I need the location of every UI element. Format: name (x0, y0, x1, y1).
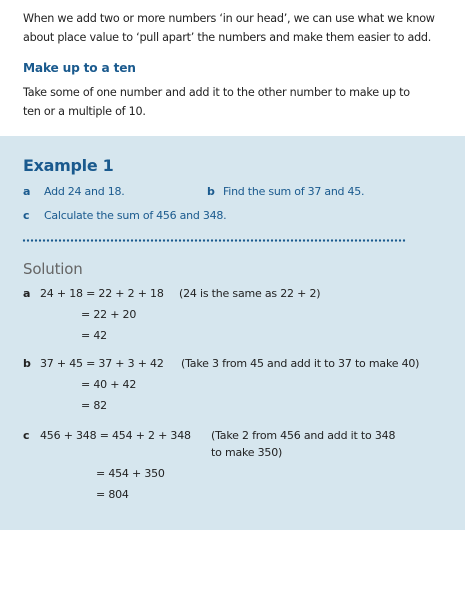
solution-c-line1: 456 + 348 = 454 + 2 + 348 (40, 429, 191, 442)
question-text: Add 24 and 18. (44, 185, 125, 198)
solution-b-line1: 37 + 45 = 37 + 3 + 42 (40, 357, 164, 370)
solution-b-letter: b (23, 357, 31, 370)
question-letter: a (23, 185, 31, 198)
question-b (207, 185, 364, 198)
question-c (23, 209, 226, 222)
solution-a-line1: 24 + 18 = 22 + 2 + 18 (40, 287, 164, 300)
question-a (23, 185, 124, 198)
solution-b-note: (Take 3 from 45 and add it to 37 to make 40) (181, 357, 420, 370)
intro-paragraph: When we add two or more numbers ‘in our head’, we can use what we know about place value to ‘pull apart’ the numbers and make them easier to add. (23, 12, 435, 44)
solution-c-note-line2: to make 350) (211, 446, 283, 459)
solution-a-note: (24 is the same as 22 + 2) (179, 287, 321, 300)
solution-c-line2: = 454 + 350 (96, 467, 165, 480)
solution-a-line2: = 22 + 20 (81, 308, 137, 321)
solution-title: Solution (23, 260, 83, 278)
make-up-text: Take some of one number and add it to the other number to make up to ten or a multiple of 10. (23, 86, 410, 118)
example-title: Example 1 (23, 156, 114, 175)
solution-a-letter: a (23, 287, 31, 300)
make-up-heading: Make up to a ten (23, 61, 136, 75)
question-letter: b (207, 185, 215, 198)
solution-c-letter: c (23, 429, 30, 442)
question-text: Find the sum of 37 and 45. (223, 185, 365, 198)
solution-c-note-line1: (Take 2 from 456 and add it to 348 (211, 429, 396, 442)
dotted-divider (22, 239, 406, 242)
question-letter: c (23, 209, 30, 222)
solution-b-line3: = 82 (81, 399, 107, 412)
question-text: Calculate the sum of 456 and 348. (44, 209, 227, 222)
solution-b-line2: = 40 + 42 (81, 378, 137, 391)
solution-c-line3: = 804 (96, 488, 129, 501)
solution-a-line3: = 42 (81, 329, 107, 342)
example-box (0, 136, 465, 530)
